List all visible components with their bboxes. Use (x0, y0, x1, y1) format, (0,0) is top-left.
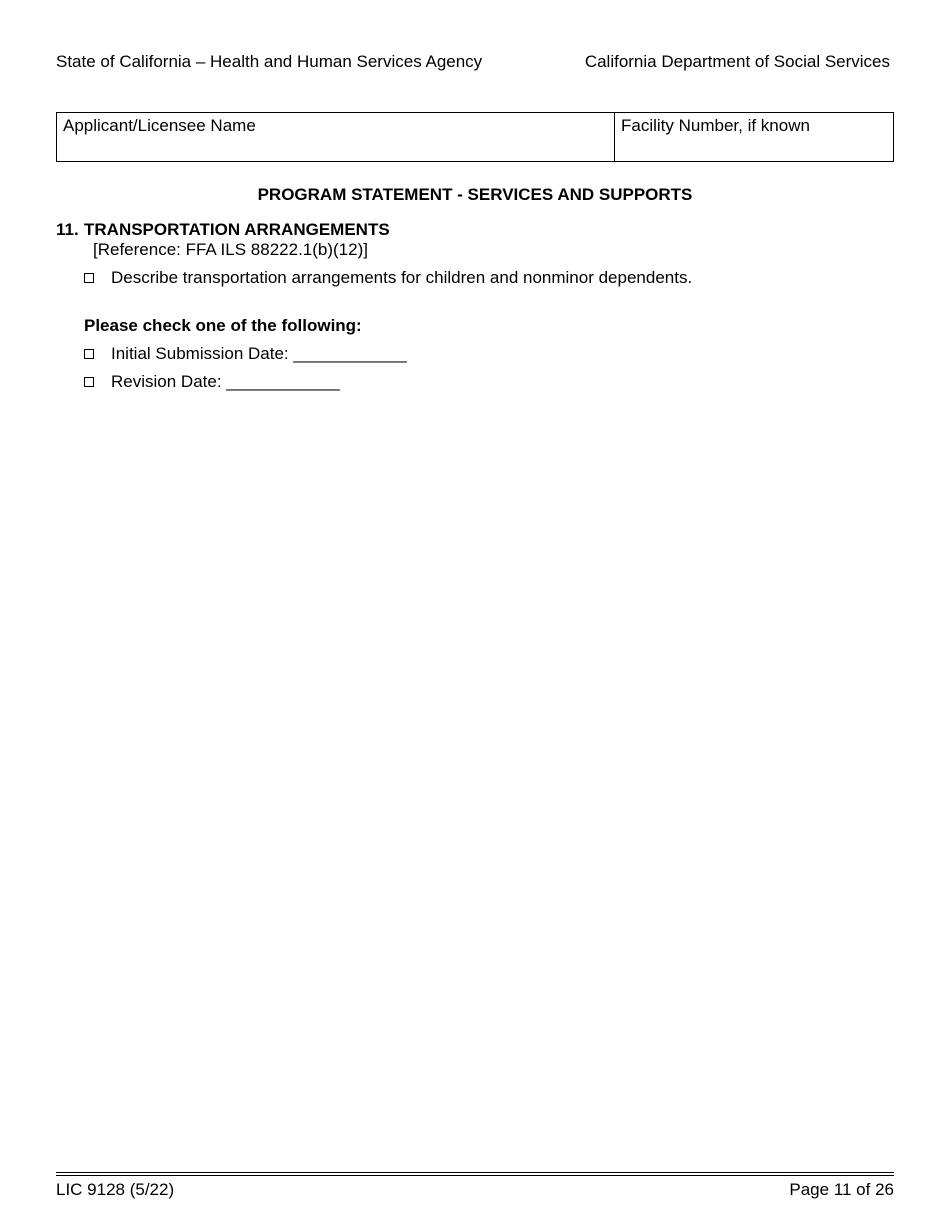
facility-number-label: Facility Number, if known (621, 116, 810, 135)
revision-checkbox[interactable] (84, 377, 94, 387)
document-title: PROGRAM STATEMENT - SERVICES AND SUPPORTS (257, 185, 693, 204)
department-header: California Department of Social Services (584, 52, 890, 71)
revision-label: Revision Date: ____________ (111, 372, 340, 391)
form-id: LIC 9128 (5/22) (56, 1180, 175, 1199)
initial-submission-label: Initial Submission Date: ____________ (111, 344, 407, 363)
revision-option (84, 372, 340, 392)
facility-number-field[interactable] (615, 113, 893, 161)
check-one-heading: Please check one of the following: (84, 316, 362, 335)
applicant-name-label: Applicant/Licensee Name (63, 116, 256, 135)
applicant-name-field[interactable] (57, 113, 615, 161)
section-reference: [Reference: FFA ILS 88222.1(b)(12)] (93, 240, 368, 259)
describe-transportation-label: Describe transportation arrangements for children and nonminor dependents. (111, 268, 693, 287)
agency-header: State of California – Health and Human Services Agency (56, 52, 483, 71)
applicant-info-table (56, 112, 894, 162)
section-number: 11. (56, 220, 79, 239)
initial-submission-option (84, 344, 407, 364)
initial-submission-checkbox[interactable] (84, 349, 94, 359)
section-title: TRANSPORTATION ARRANGEMENTS (84, 220, 390, 239)
page-number: Page 11 of 26 (789, 1180, 894, 1199)
footer-divider (56, 1172, 894, 1176)
describe-transportation-item (84, 268, 692, 288)
describe-checkbox[interactable] (84, 273, 94, 283)
